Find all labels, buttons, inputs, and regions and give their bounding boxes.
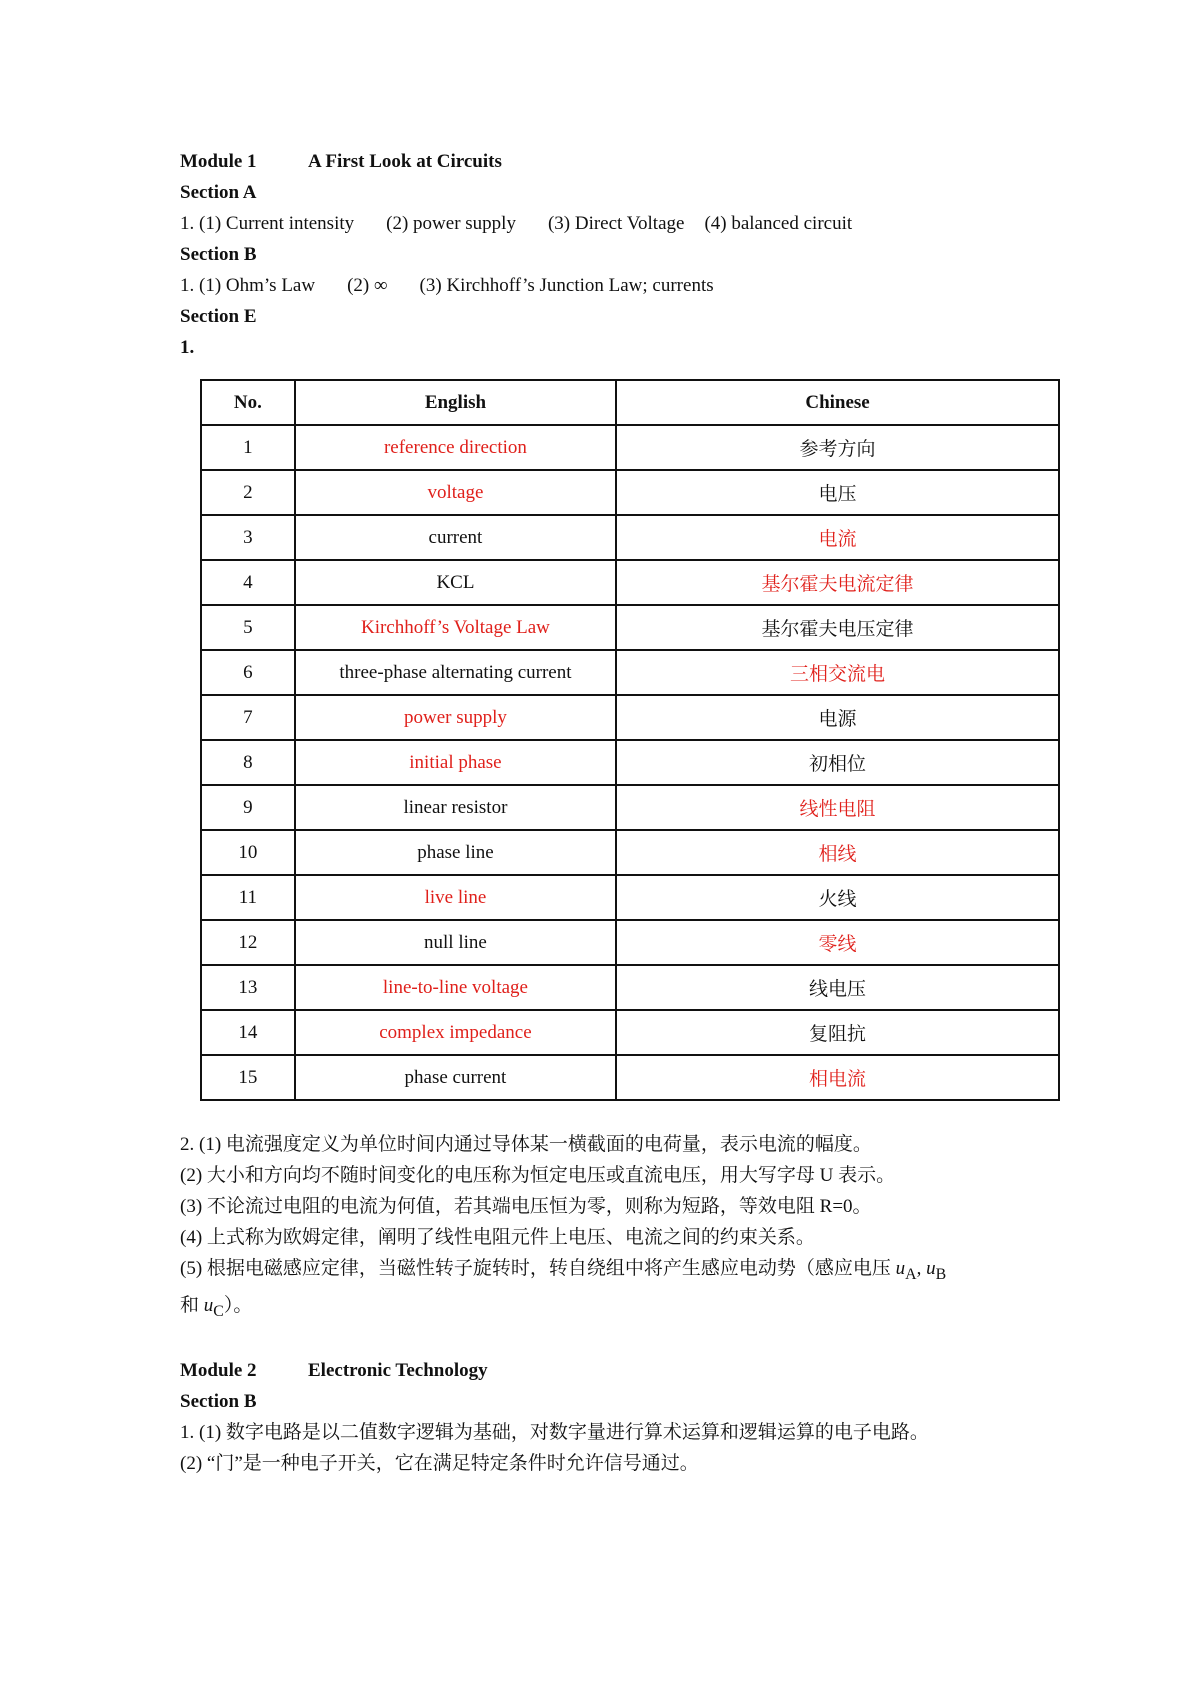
vocabulary-table	[200, 379, 1060, 1101]
item-2-5-line-2	[180, 1290, 1060, 1327]
cell-chinese: 复阻抗	[616, 1010, 1059, 1055]
cell-no: 3	[201, 515, 295, 560]
header-chinese: Chinese	[616, 380, 1059, 425]
cell-no: 12	[201, 920, 295, 965]
module-title: A First Look at Circuits	[308, 151, 502, 172]
cell-no: 7	[201, 695, 295, 740]
table-row	[201, 1055, 1059, 1100]
cell-chinese: 电压	[616, 470, 1059, 515]
cell-english: KCL	[295, 560, 616, 605]
table-row	[201, 830, 1059, 875]
table-row	[201, 965, 1059, 1010]
cell-chinese: 初相位	[616, 740, 1059, 785]
table-row	[201, 650, 1059, 695]
section-b-heading: Section B	[180, 244, 257, 265]
cell-chinese: 基尔霍夫电压定律	[616, 605, 1059, 650]
module-1-heading	[180, 146, 1060, 177]
item-2-5-text: (5) 根据电磁感应定律，当磁性转子旋转时，转自绕组中将产生感应电动势（感应电压	[180, 1258, 896, 1279]
cell-chinese: 三相交流电	[616, 650, 1059, 695]
subscript-b: B	[935, 1265, 947, 1283]
module-number: Module 2	[180, 1359, 257, 1381]
separator: ,	[916, 1258, 927, 1279]
answer-item: (2) ∞	[347, 275, 388, 296]
cell-no: 14	[201, 1010, 295, 1055]
module-title: Electronic Technology	[308, 1359, 488, 1381]
header-no: No.	[201, 380, 295, 425]
table-body	[201, 425, 1059, 1100]
cell-english: null line	[295, 920, 616, 965]
table-row	[201, 605, 1059, 650]
cell-no: 8	[201, 740, 295, 785]
cell-english: line-to-line voltage	[295, 965, 616, 1010]
cell-english: linear resistor	[295, 785, 616, 830]
answer-item: (3) Direct Voltage	[547, 213, 685, 234]
cell-no: 1	[201, 425, 295, 470]
cell-no: 6	[201, 650, 295, 695]
cell-no: 9	[201, 785, 295, 830]
cell-english: three-phase alternating current	[295, 650, 616, 695]
answer-item: (2) power supply	[386, 213, 516, 234]
item-2-line: (2) 大小和方向均不随时间变化的电压称为恒定电压或直流电压，用大写字母 U 表示。	[180, 1165, 896, 1186]
table-row	[201, 785, 1059, 830]
cell-english: current	[295, 515, 616, 560]
vocabulary-table-wrapper	[200, 379, 1060, 1101]
var-u: u	[926, 1258, 936, 1279]
table-row	[201, 515, 1059, 560]
item-2-5-line	[180, 1253, 1060, 1290]
module-2-section-b-heading: Section B	[180, 1390, 257, 1412]
answer-item: (3) Kirchhoff’s Junction Law; currents	[419, 275, 714, 296]
cell-chinese: 线电压	[616, 965, 1059, 1010]
cell-chinese: 相线	[616, 830, 1059, 875]
cell-no: 4	[201, 560, 295, 605]
module-spacer	[180, 1327, 1060, 1355]
document-page	[180, 146, 1060, 1479]
cell-no: 15	[201, 1055, 295, 1100]
section-a-heading: Section A	[180, 182, 257, 203]
item-2-line: (4) 上式称为欧姆定律，阐明了线性电阻元件上电压、电流之间的约束关系。	[180, 1227, 815, 1248]
module-2-answer: (2) “门”是一种电子开关，它在满足特定条件时允许信号通过。	[180, 1452, 699, 1474]
section-e-heading: Section E	[180, 306, 257, 327]
cell-chinese: 基尔霍夫电流定律	[616, 560, 1059, 605]
cell-english: live line	[295, 875, 616, 920]
table-row	[201, 1010, 1059, 1055]
subscript-c: C	[213, 1302, 224, 1320]
section-b-answers	[180, 270, 1060, 301]
header-english: English	[295, 380, 616, 425]
section-a-answers	[180, 208, 1060, 239]
table-row	[201, 560, 1059, 605]
cell-chinese: 零线	[616, 920, 1059, 965]
cell-chinese: 相电流	[616, 1055, 1059, 1100]
cell-chinese: 火线	[616, 875, 1059, 920]
cell-english: reference direction	[295, 425, 616, 470]
table-row	[201, 695, 1059, 740]
table-row	[201, 920, 1059, 965]
cell-chinese: 参考方向	[616, 425, 1059, 470]
item-2-5-suffix: ）。	[223, 1294, 253, 1316]
answer-item: 1. (1) Current intensity	[180, 213, 355, 234]
item-2-line: (3) 不论流过电阻的电流为何值，若其端电压恒为零，则称为短路，等效电阻 R=0。	[180, 1196, 872, 1217]
cell-no: 11	[201, 875, 295, 920]
cell-english: Kirchhoff’s Voltage Law	[295, 605, 616, 650]
cell-chinese: 电源	[616, 695, 1059, 740]
cell-no: 2	[201, 470, 295, 515]
item-2-5-text: 和	[180, 1294, 204, 1316]
var-u: u	[203, 1294, 214, 1316]
table-row	[201, 470, 1059, 515]
module-2-heading	[180, 1355, 1060, 1386]
cell-english: initial phase	[295, 740, 616, 785]
cell-no: 13	[201, 965, 295, 1010]
cell-english: power supply	[295, 695, 616, 740]
table-row	[201, 740, 1059, 785]
cell-english: phase line	[295, 830, 616, 875]
section-e-item-label: 1.	[180, 337, 195, 358]
cell-english: voltage	[295, 470, 616, 515]
cell-english: phase current	[295, 1055, 616, 1100]
cell-english: complex impedance	[295, 1010, 616, 1055]
cell-no: 5	[201, 605, 295, 650]
item-2-line: 2. (1) 电流强度定义为单位时间内通过导体某一横截面的电荷量，表示电流的幅度。	[180, 1134, 872, 1155]
answer-item: (4) balanced circuit	[704, 213, 853, 234]
subscript-a: A	[905, 1265, 917, 1283]
module-2-answer: 1. (1) 数字电路是以二值数字逻辑为基础，对数字量进行算术运算和逻辑运算的电子电路。	[180, 1421, 929, 1443]
cell-chinese: 线性电阻	[616, 785, 1059, 830]
table-header-row	[201, 380, 1059, 425]
var-u: u	[895, 1258, 906, 1279]
module-number: Module 1	[180, 151, 257, 172]
table-row	[201, 425, 1059, 470]
cell-chinese: 电流	[616, 515, 1059, 560]
table-row	[201, 875, 1059, 920]
cell-no: 10	[201, 830, 295, 875]
answer-item: 1. (1) Ohm’s Law	[180, 275, 316, 296]
